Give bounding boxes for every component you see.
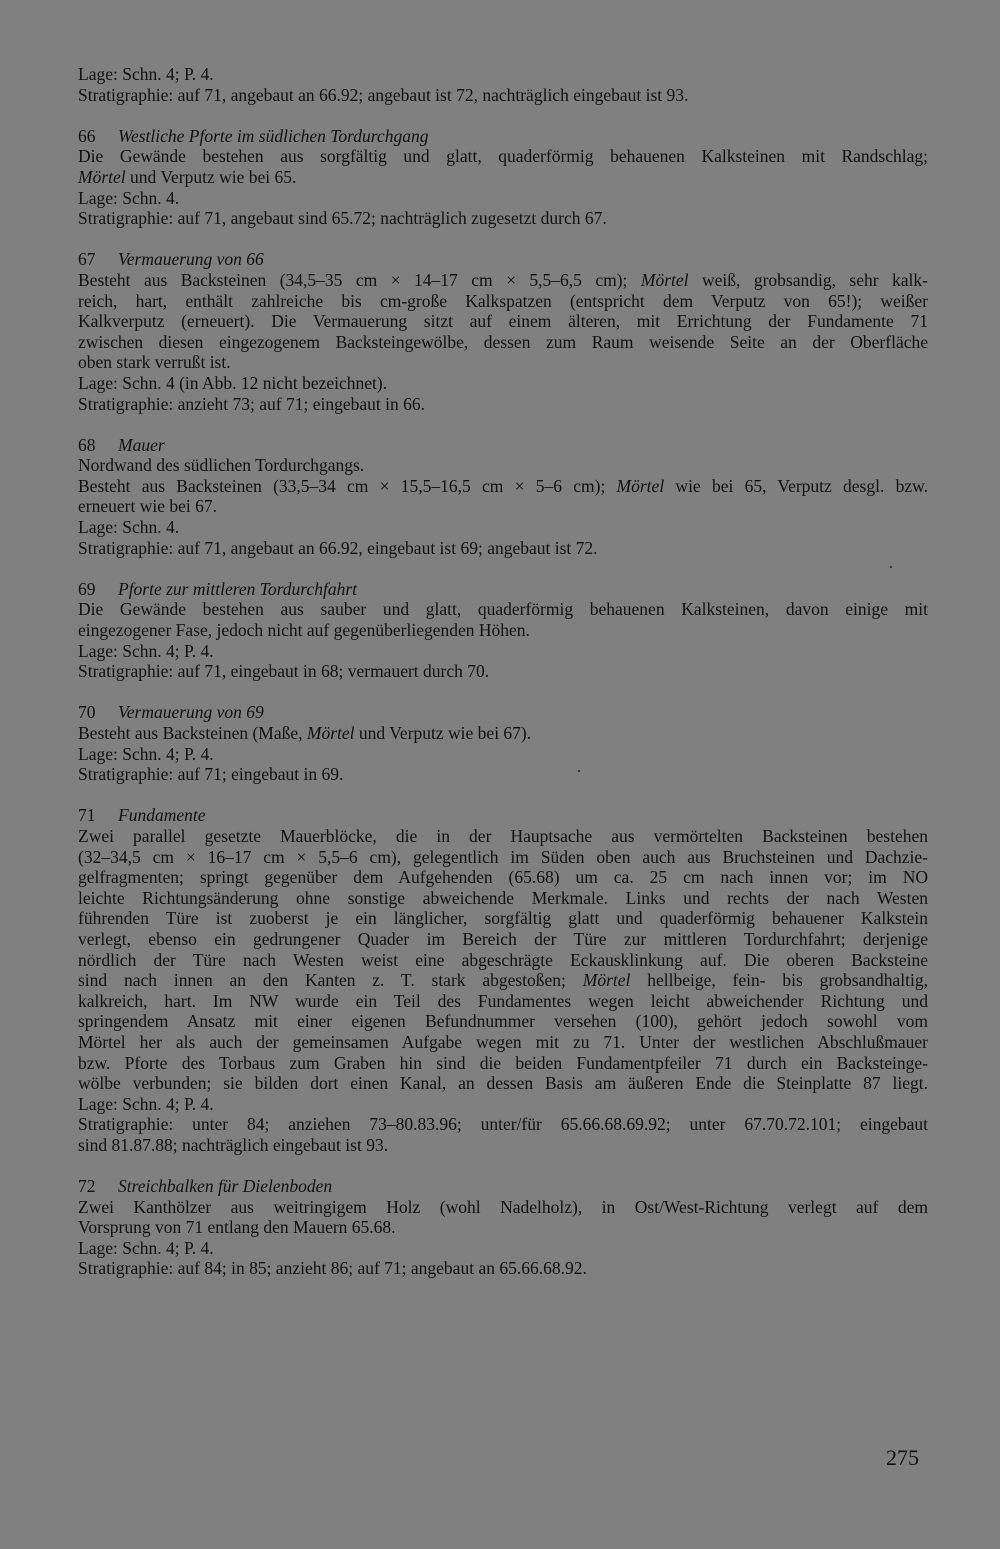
- entry-70: [78, 702, 928, 784]
- entry-number: 70: [78, 702, 96, 723]
- entry-text-line: Zwei Kanthölzer aus weitringigem Holz (wohl Nadelholz), in Ost/West-Richtung verlegt auf dem: [78, 1196, 928, 1217]
- entry-text-line: Vorsprung von 71 entlang den Mauern 65.68.: [78, 1217, 396, 1238]
- scan-speck: [890, 566, 892, 568]
- entry-text-line: gelfragmenten; springt gegenüber dem Aufgehenden (65.68) um ca. 25 cm nach innen vor; im NO: [78, 867, 928, 888]
- entry-heading: [78, 702, 928, 723]
- entry-text-line: zwischen diesen eingezogenem Backsteingewölbe, dessen zum Raum weisende Seite an der Oberfläche: [78, 331, 928, 352]
- entry-72: [78, 1176, 928, 1279]
- entry-title: Mauer: [118, 434, 165, 455]
- entry-text-line: leichte Richtungsänderung ohne sonstige abweichende Merkmale. Links und rechts der nach Westen: [78, 887, 928, 908]
- entry-number: 67: [78, 249, 96, 270]
- entry-text-line: Besteht aus Backsteinen (33,5–34 cm × 15,5–16,5 cm × 5–6 cm); Mörtel wie bei 65, Verputz desgl. bzw.: [78, 475, 928, 496]
- entry-lage: Lage: Schn. 4; P. 4.: [78, 64, 214, 84]
- entry-text-line: (32–34,5 cm × 16–17 cm × 5,5–6 cm), gelegentlich im Süden oben auch aus Bruchsteinen und Dachzie-: [78, 846, 928, 867]
- entry-69: [78, 579, 928, 682]
- entry-stratigraphie: Stratigraphie: unter 84; anziehen 73–80.83.96; unter/für 65.66.68.69.92; unter 67.70.72.101; eingebaut: [78, 1114, 928, 1135]
- entry-text-line: bzw. Pforte des Torbaus zum Graben hin sind die beiden Fundamentpfeiler 71 durch ein Backsteinge-: [78, 1052, 928, 1073]
- entry-text-line: Nordwand des südlichen Tordurchgangs.: [78, 455, 365, 476]
- entry-heading: [78, 579, 928, 600]
- entry-text-line: eingezogener Fase, jedoch nicht auf gegenüberliegenden Höhen.: [78, 620, 530, 641]
- entry-lage: Lage: Schn. 4; P. 4.: [78, 1237, 214, 1258]
- entry-title: Vermauerung von 69: [118, 702, 264, 723]
- entry-lage: Lage: Schn. 4; P. 4.: [78, 640, 214, 661]
- entry-title: Fundamente: [118, 805, 206, 826]
- entry-title: Vermauerung von 66: [118, 249, 264, 270]
- entry-66: [78, 126, 928, 229]
- entry-heading: [78, 435, 928, 456]
- entry-number: 68: [78, 434, 96, 455]
- page-body: [78, 64, 928, 1279]
- entry-text-line: Besteht aus Backsteinen (34,5–35 cm × 14–17 cm × 5,5–6,5 cm); Mörtel weiß, grobsandig, sehr kalk-: [78, 269, 928, 290]
- entry-text-line: nördlich der Türe nach Westen weist eine abgeschrägte Eckausklinkung auf. Die oberen Backsteine: [78, 949, 928, 970]
- entry-68: [78, 435, 928, 559]
- entry-text-line: wölbe verbunden; sie bilden dort einen Kanal, an dessen Basis am äußeren Ende die Steinplatte 87 liegt.: [78, 1073, 928, 1094]
- entry-text-line: führenden Türe ist zuoberst je ein länglicher, sorgfältig glatt und quaderförmig behauener Kalkstein: [78, 908, 928, 929]
- scan-speck: [578, 770, 580, 772]
- entry-number: 71: [78, 805, 96, 826]
- entry-lage: Lage: Schn. 4 (in Abb. 12 nicht bezeichnet).: [78, 372, 388, 393]
- entry-number: 66: [78, 125, 96, 146]
- entry-lage: Lage: Schn. 4.: [78, 187, 180, 208]
- page-number: 275: [886, 1445, 919, 1470]
- entry-text-line: verlegt, ebenso ein gedrungener Quader im Bereich der Türe zur mittleren Tordurchfahrt; derjenige: [78, 928, 928, 949]
- entry-text-line: Besteht aus Backsteinen (Maße, Mörtel und Verputz wie bei 67).: [78, 723, 532, 743]
- entry-heading: [78, 1176, 928, 1197]
- entry-stratigraphie: Stratigraphie: auf 71, angebaut sind 65.72; nachträglich zugesetzt durch 67.: [78, 208, 607, 229]
- entry-heading: [78, 805, 928, 826]
- entry-text-line: Mörtel her als auch der gemeinsamen Aufgabe wegen mit zu 71. Unter der westlichen Abschlußmauer: [78, 1031, 928, 1052]
- entry-lage: Lage: Schn. 4; P. 4.: [78, 743, 214, 764]
- entry-text-line: springendem Ansatz mit einer eigenen Befundnummer versehen (100), gehört jedoch sowohl vom: [78, 1011, 928, 1032]
- entry-stratigraphie: Stratigraphie: auf 84; in 85; anzieht 86; auf 71; angebaut an 65.66.68.92.: [78, 1258, 587, 1279]
- entry-text-line: Die Gewände bestehen aus sauber und glatt, quaderförmig behauenen Kalksteinen, davon einige mit: [78, 599, 928, 620]
- entry-stratigraphie: sind 81.87.88; nachträglich eingebaut ist 93.: [78, 1134, 389, 1155]
- entry-text-line: oben stark verrußt ist.: [78, 352, 231, 373]
- entry-65: [78, 64, 928, 105]
- entry-text-line: Zwei parallel gesetzte Mauerblöcke, die in der Hauptsache aus vermörtelten Backsteinen bestehen: [78, 825, 928, 846]
- entry-number: 72: [78, 1176, 96, 1197]
- entry-text-line: Kalkverputz (erneuert). Die Vermauerung sitzt auf einem älteren, mit Errichtung der Fundamente 71: [78, 311, 928, 332]
- entry-stratigraphie: Stratigraphie: anzieht 73; auf 71; eingebaut in 66.: [78, 393, 425, 414]
- entry-stratigraphie: Stratigraphie: auf 71, angebaut an 66.92; angebaut ist 72, nachträglich eingebaut ist 93.: [78, 84, 689, 105]
- entry-text-line: reich, hart, enthält zahlreiche bis cm-große Kalkspatzen (entspricht dem Verputz von 65!); weißer: [78, 290, 928, 311]
- entry-stratigraphie: Stratigraphie: auf 71, eingebaut in 68; vermauert durch 70.: [78, 661, 490, 682]
- entry-text-line: kalkreich, hart. Im NW wurde ein Teil des Fundamentes wegen leicht abweichender Richtung und: [78, 990, 928, 1011]
- entry-heading: [78, 249, 928, 270]
- entry-text-line: Mörtel und Verputz wie bei 65.: [78, 166, 297, 187]
- entry-heading: [78, 126, 928, 147]
- entry-lage: Lage: Schn. 4; P. 4.: [78, 1093, 214, 1114]
- entry-71: [78, 805, 928, 1155]
- entry-title: Pforte zur mittleren Tordurchfahrt: [118, 578, 358, 599]
- entry-text-line: Die Gewände bestehen aus sorgfältig und glatt, quaderförmig behauenen Kalksteinen mit Randschlag;: [78, 146, 928, 167]
- entry-title: Westliche Pforte im südlichen Tordurchgang: [118, 125, 429, 146]
- entry-stratigraphie: Stratigraphie: auf 71; eingebaut in 69.: [78, 764, 344, 785]
- entry-stratigraphie: Stratigraphie: auf 71, angebaut an 66.92, eingebaut ist 69; angebaut ist 72.: [78, 537, 598, 558]
- entry-lage: Lage: Schn. 4.: [78, 517, 180, 538]
- entry-title: Streichbalken für Dielenboden: [118, 1176, 333, 1197]
- entry-text-line: erneuert wie bei 67.: [78, 496, 217, 517]
- entry-number: 69: [78, 578, 96, 599]
- entry-text-line: sind nach innen an den Kanten z. T. stark abgestoßen; Mörtel hellbeige, fein- bis grobsandhaltig,: [78, 970, 928, 991]
- entry-67: [78, 249, 928, 414]
